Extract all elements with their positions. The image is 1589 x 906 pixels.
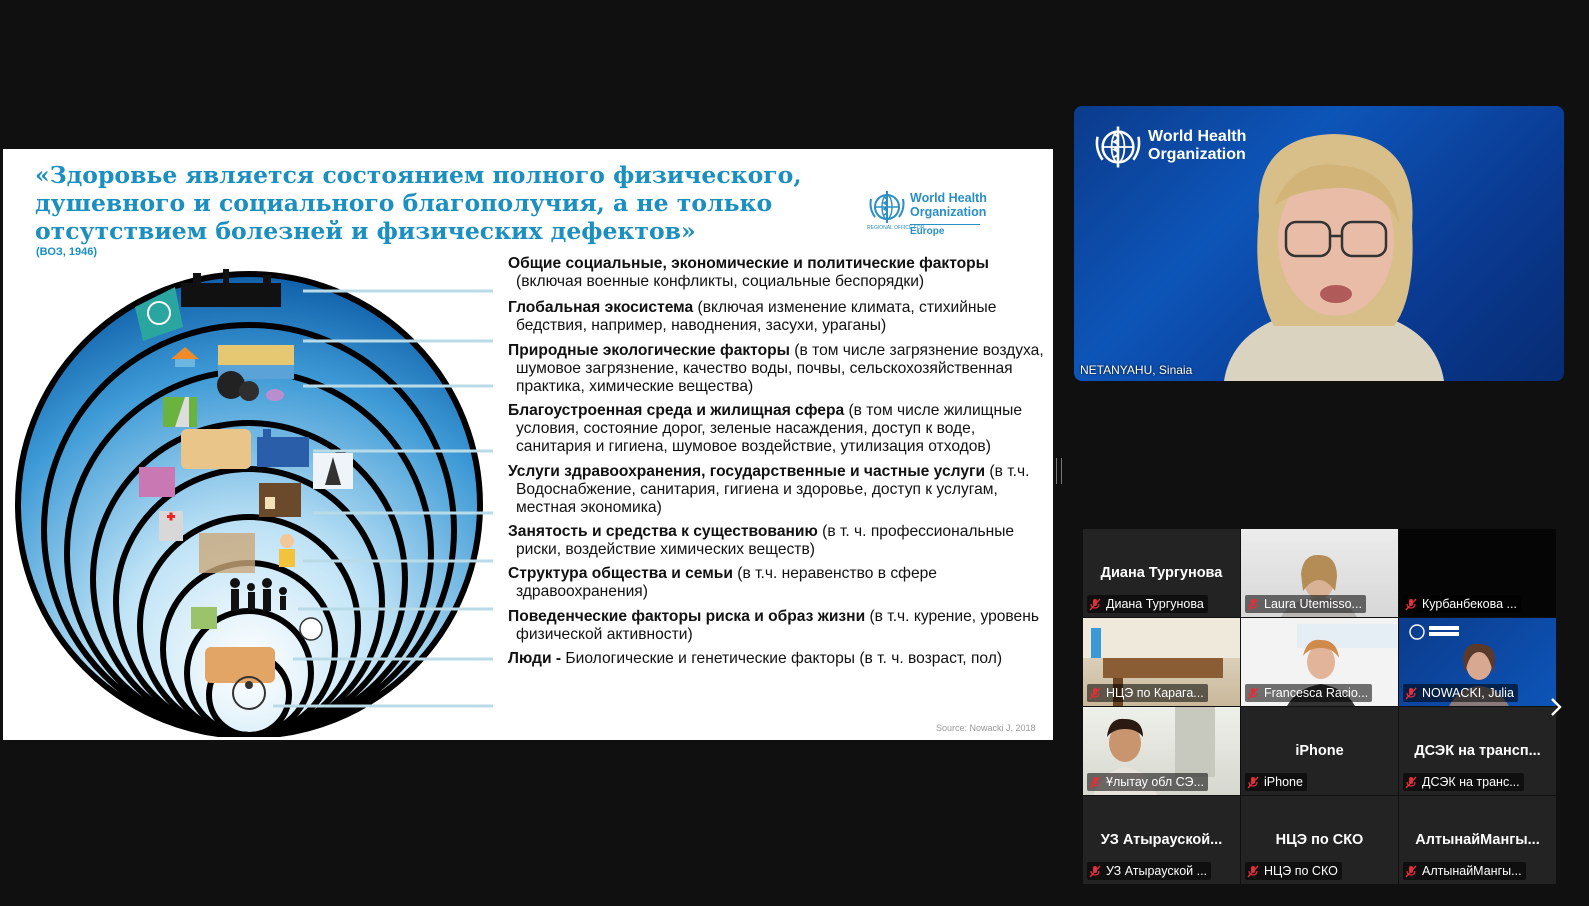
participant-tile[interactable] [1241, 707, 1398, 795]
next-page-button[interactable] [1546, 694, 1566, 720]
participant-grid [1083, 529, 1557, 885]
clinic-icon [159, 511, 183, 541]
participant-tile[interactable] [1083, 796, 1240, 884]
participant-label: NOWACKI, Julia [1403, 684, 1518, 702]
participant-label: Laura Utemisso... [1245, 595, 1366, 613]
participant-label: Диана Тургунова [1087, 595, 1208, 613]
factor-item: Занятость и средства к существованию (в т. ч. профессиональные риски, воздействие химических веществ) [508, 523, 1015, 558]
factor-item: Природные экологические факторы (в том числе загрязнение воздуха, шумовое загрязнение, качество воды, почвы, сельскохозяйственная практика, химические вещества) [508, 342, 1044, 395]
participant-tile[interactable] [1399, 618, 1556, 706]
factor-item: Люди - Биологические и генетические факторы (в т. ч. возраст, пол) [508, 650, 1003, 667]
muted-mic-icon [1089, 598, 1101, 611]
split-view-handle[interactable] [1056, 458, 1062, 484]
slide-title-source: (ВОЗ, 1946) [36, 246, 98, 258]
gardening-icon [191, 607, 217, 629]
town-icon [181, 429, 251, 469]
road-icon [163, 397, 197, 427]
participant-tile[interactable] [1083, 707, 1240, 795]
shop-icon [259, 483, 301, 517]
factor-item: Структура общества и семьи (в т.ч. неравенство в сфере здравоохранения) [508, 565, 937, 600]
eiffel-tower-icon [313, 453, 353, 489]
factor-item: Благоустроенная среда и жилищная сфера (в том числе жилищные условия, состояние дорог, зеленые насаждения, доступ к воде, санитария и гигиена, шумовое воздействие, утилизация отходов) [508, 402, 1022, 455]
speaker-logo-text: World Health Organization [1148, 128, 1247, 163]
participant-tile[interactable] [1399, 707, 1556, 795]
participant-center-name: Диана Тургунова [1100, 565, 1223, 581]
participant-tile[interactable] [1083, 529, 1240, 617]
who-logo-sub: REGIONAL OFFICE FOR [867, 225, 925, 231]
active-speaker-video[interactable] [1074, 106, 1564, 381]
participant-label: iPhone [1245, 773, 1307, 791]
muted-mic-icon [1405, 598, 1417, 611]
muted-mic-icon [1405, 865, 1417, 878]
speaker-name-label: NETANYAHU, Sinaia [1080, 363, 1193, 377]
muted-mic-icon [1089, 776, 1101, 789]
lifestyle-icon [205, 647, 275, 683]
determinants-circle-diagram [13, 261, 501, 737]
clock-icon [300, 618, 322, 640]
factor-item: Поведенческие факторы риска и образ жизни (в т.ч. курение, уровень физической активности) [508, 608, 1039, 643]
muted-mic-icon [1247, 776, 1259, 789]
shared-slide [3, 149, 1053, 740]
slide-title: «Здоровье является состоянием полного физического, душевного и социального благополучия, а не только отсутствием болезней и физических дефектов» [35, 161, 802, 245]
muted-mic-icon [1247, 865, 1259, 878]
participant-label: АлтынайМангы... [1403, 862, 1526, 880]
participant-tile[interactable] [1399, 529, 1556, 617]
participant-label: НЦЭ по СКО [1245, 862, 1342, 880]
participant-label: Francesca Racio... [1245, 684, 1372, 702]
who-logo-region: Europe [910, 224, 980, 237]
participant-center-name: НЦЭ по СКО [1275, 832, 1364, 848]
muted-mic-icon [1405, 687, 1417, 700]
participant-center-name: АлтынайМангы... [1415, 832, 1540, 848]
participant-label: ДСЭК на транс... [1403, 773, 1524, 791]
factor-item: Глобальная экосистема (включая изменение климата, стихийные бедствия, например, наводнения, засухи, ураганы) [508, 299, 997, 334]
muted-mic-icon [1405, 776, 1417, 789]
participant-label: УЗ Атырауской ... [1087, 862, 1211, 880]
participant-tile[interactable] [1241, 796, 1398, 884]
participant-label: Ұлытау обл СЭ... [1087, 773, 1208, 791]
who-emblem-icon [1092, 124, 1144, 170]
participant-tile[interactable] [1241, 529, 1398, 617]
hotel-icon [139, 467, 175, 497]
factor-item: Услуги здравоохранения, государственные и частные услуги (в т.ч. Водоснабжение, санитария, гигиена и здоровье, доступ к услугам, местная экономика) [508, 463, 1030, 516]
muted-mic-icon [1089, 865, 1101, 878]
worker-icon [279, 534, 295, 567]
participant-label: НЦЭ по Карага... [1087, 684, 1208, 702]
participant-center-name: iPhone [1295, 743, 1344, 759]
participant-center-name: УЗ Атырауской... [1100, 832, 1223, 848]
participant-tile[interactable] [1083, 618, 1240, 706]
determinants-list [508, 255, 1048, 668]
participant-tile[interactable] [1399, 796, 1556, 884]
muted-mic-icon [1247, 687, 1259, 700]
muted-mic-icon [1247, 598, 1259, 611]
slide-credit: Source: Nowacki J, 2018 [936, 723, 1036, 733]
chevron-right-icon [1546, 694, 1566, 720]
participant-center-name: ДСЭК на трансп... [1414, 743, 1541, 759]
bird-icon [266, 389, 284, 401]
who-europe-logo [867, 187, 992, 239]
participant-label: Курбанбекова ... [1403, 595, 1521, 613]
who-emblem-icon [867, 189, 907, 225]
who-logo-name: World Health Organization [910, 191, 987, 219]
participant-tile[interactable] [1241, 618, 1398, 706]
factor-item: Общие социальные, экономические и политические факторы (включая военные конфликты, социальные беспорядки) [508, 255, 989, 290]
workplace-icon [199, 533, 255, 573]
speaker-person [1204, 126, 1464, 381]
muted-mic-icon [1089, 687, 1101, 700]
